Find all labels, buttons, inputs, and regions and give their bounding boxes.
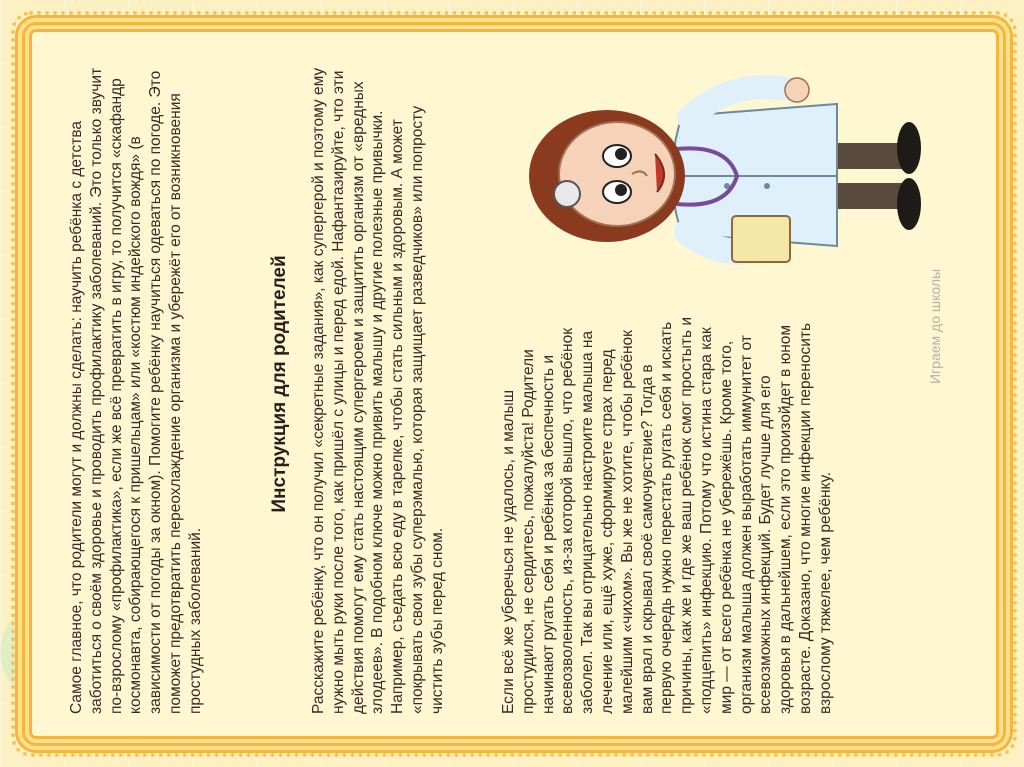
- doctor-illustration: [497, 44, 927, 304]
- footer-caption: Играем до школы: [927, 268, 943, 384]
- rotated-page: [47, 44, 977, 724]
- paragraph-superhero: Расскажите ребёнку, что он получил «секретные задания», как супергерой и поэтому ему нужно мыть руки после того, как пришёл с улицы и перед едой. Нафантазируйте, что эти действия помогут ему стать настоящим супергероем и защитить организм от «вредных злодеев». В подобном ключе можно привить малышу и другие полезные привычки. Например, съедать всю еду в тарелке, чтобы стать сильным и здоровым. А может «покрывать свои зубы суперэмалью, которая защищает разведчиков» или попросту чистить зубы перед сном.: [310, 67, 446, 714]
- paragraph-prevention: Самое главное, что родители могут и должны сделать: научить ребёнка с детства заботиться о своём здоровье и проводить профилактику заболеваний. Это только звучит по-взрослому «профилактика», если же всё превратить в игру, то получится «скафандр космонавта, собирающегося к пришельцам» или «костюм индейского вождя» (в зависимости от погоды за окном). Помогите ребёнку научиться одеваться по погоде. Это поможет предотвратить переохлаждение организма и убережёт его от возникновения простудных заболеваний.: [68, 67, 204, 714]
- paragraph-illness: Если всё же уберечься не удалось, и малыш простудился, не сердитесь, пожалуйста! Родители начинают ругать себя и ребёнка за беспечность и всевозволенность, из-за которой вышло, что ребёнок заболел. Так вы отрицательно настроите малыша на лечение или, ещё хуже, сформируете страх перед малейшим «чихом». Вы же не хотите, чтобы ребёнок вам врал и скрывал своё самочувствие? Тогда в первую очередь нужно перестать ругать себя и искать причины, как же и где же ваш ребёнок смог простыть и «подцепить» инфекцию. Потому что истина стара как мир — от всего ребёнка не убережёшь. Кроме того, организм малыша должен выработать иммунитет от всевозможных инфекций. Будет лучше для его здоровья в дальнейшем, если это произойдет в юном возрасте. Доказано, что многие инфекции переносить взрослому тяжелее, чем ребёнку.: [500, 316, 834, 714]
- section-heading: Инструкция для родителей: [269, 254, 290, 513]
